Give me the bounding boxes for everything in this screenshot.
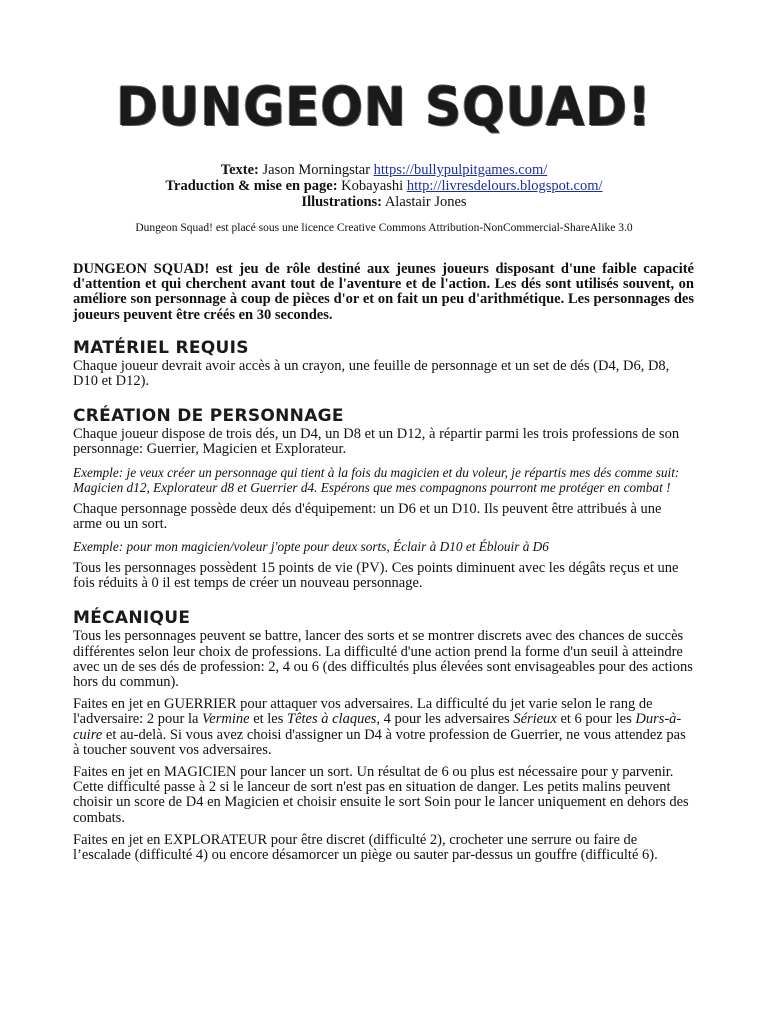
mecanique-p2-d: et 6 pour les <box>556 711 636 728</box>
credit-illus-author: Alastair Jones <box>384 194 467 210</box>
mecanique-p2-durs: Durs-à-cuire <box>73 711 682 743</box>
license-text: Dungeon Squad! est placé sous une licence Creative Commons Attribution-NonCommercial-ShareAlike 3.0 <box>135 222 633 234</box>
mecanique-p2-serieux: Sérieux <box>513 711 557 728</box>
credit-texte-label: Texte: <box>220 162 259 178</box>
credit-texte-author: Jason Morningstar <box>262 162 371 178</box>
creation-example-2: Exemple: pour mon magicien/voleur j'opte pour deux sorts, Éclair à D10 et Éblouir à D6 <box>73 539 549 555</box>
credit-texte-link[interactable]: https://bullypulpitgames.com/ <box>373 162 548 178</box>
mecanique-p2-c: , 4 pour les adversaires <box>376 711 514 728</box>
creation-paragraph-1: Chaque joueur dispose de trois dés, un D4, un D8 et un D12, à répartir parmi les trois professions de son personnage: Guerrier, Magicien et Explorateur. <box>73 426 680 458</box>
section-title-materiel: MATÉRIEL REQUIS <box>73 337 249 358</box>
materiel-paragraph: Chaque joueur devrait avoir accès à un crayon, une feuille de personnage et un set de dés (D4, D6, D8, D10 et D12). <box>73 357 670 390</box>
creation-paragraph-3: Tous les personnages possèdent 15 points de vie (PV). Ces points diminuent avec les dégâts reçus et une fois réduits à 0 il est temps de créer un nouveau personnage. <box>73 560 679 592</box>
intro-paragraph: DUNGEON SQUAD! est jeu de rôle destiné aux jeunes joueurs disposant d'une faible capacité d'attention et qui cherchent avant tout de l'aventure et de l'action. Les dés sont utilisés souvent, on améliore son personnage à coup de pièces d'or et on fait un peu d'arithmétique. Les personnages des joueurs peuvent être créés en 30 secondes. <box>73 261 694 323</box>
logo-text: DUNGEON SQUAD! <box>116 76 652 138</box>
credit-trad-label: Traduction & mise en page: <box>165 178 338 194</box>
mecanique-paragraph-1: Tous les personnages peuvent se battre, lancer des sorts et se montrer discrets avec des chances de succès différentes selon leur choix de professions. La difficulté d'une action prend la forme d'un seuil à atteindre avec un de ses dés de profession: 2, 4 ou 6 (des difficultés plus élevées sont envisageables pour des actions hors du commun). <box>73 628 693 691</box>
mecanique-p2-vermine: Vermine <box>202 711 250 728</box>
mecanique-p2-b: et les <box>249 711 288 728</box>
mecanique-paragraph-4: Faites en jet en EXPLORATEUR pour être discret (difficulté 2), crocheter une serrure ou faire de l’escalade (difficulté 4) ou encore désamorcer un piège ou sauter par-dessus un gouffre (difficulté 6). <box>73 831 658 864</box>
credit-trad-link[interactable]: http://livresdelours.blogspot.com/ <box>406 178 603 194</box>
logo <box>0 78 768 136</box>
main-content <box>73 262 694 870</box>
mecanique-p2-tetes: Têtes à claques <box>287 711 377 728</box>
credit-traduction <box>0 178 768 194</box>
mecanique-p2-e: et au-delà. Si vous avez choisi d'assigner un D4 à votre profession de Guerrier, ne vous attendez pas à toucher souvent vos adversaires. <box>73 726 686 758</box>
mecanique-paragraph-3: Faites en jet en MAGICIEN pour lancer un sort. Un résultat de 6 ou plus est nécessaire pour y parvenir. Cette difficulté passe à 2 si le lanceur de sort n'est pas en situation de danger. Les petits malins peuvent choisir un score de D4 en Magicien et choisir ensuite le sort Soin pour le lancer uniquement en dehors des combats. <box>73 764 689 826</box>
credit-illustrations <box>0 194 768 210</box>
mecanique-p2-a: Faites en jet en GUERRIER pour attaquer vos adversaires. La difficulté du jet varie selon le rang de l'adversaire: 2 pour la <box>73 696 653 728</box>
mecanique-paragraph-2 <box>73 697 694 758</box>
creation-example-1: Exemple: je veux créer un personnage qui tient à la fois du magicien et du voleur, je répartis mes dés comme suit: Magicien d12, Explorateur d8 et Guerrier d4. Espérons que mes compagnons pourront me protéger en combat ! <box>73 464 680 495</box>
section-title-creation: CRÉATION DE PERSONNAGE <box>73 406 344 427</box>
credit-texte <box>0 162 768 178</box>
creation-paragraph-2: Chaque personnage possède deux dés d'équipement: un D6 et un D10. Ils peuvent être attribués à une arme ou un sort. <box>73 500 662 532</box>
credits <box>0 162 768 210</box>
credit-trad-author: Kobayashi <box>341 178 404 194</box>
section-title-mecanique: MÉCANIQUE <box>73 608 191 629</box>
credit-illus-label: Illustrations: <box>301 194 382 210</box>
